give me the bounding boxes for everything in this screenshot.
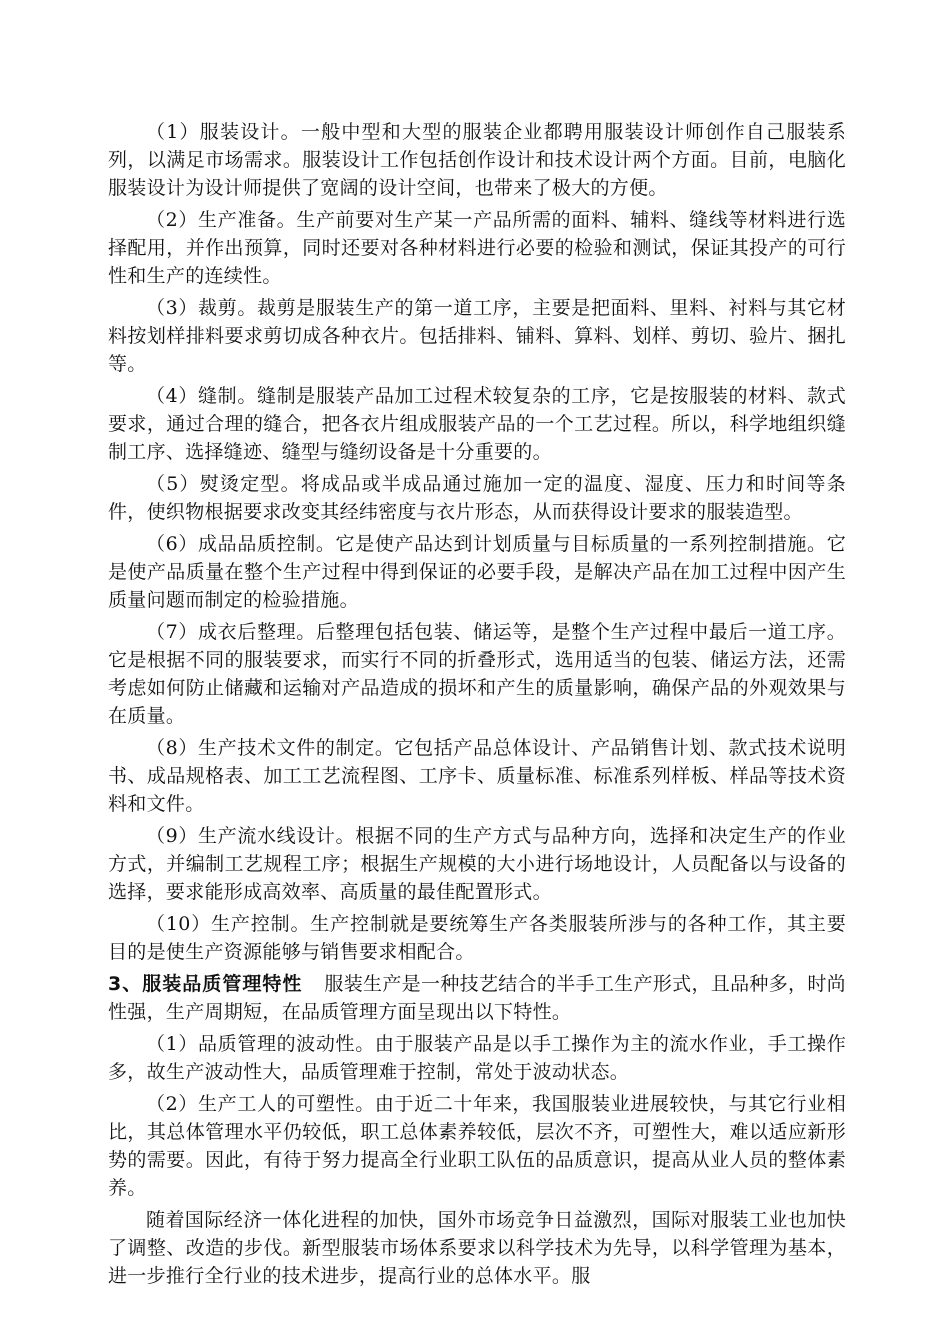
paragraph-quality-fluctuation: （1）品质管理的波动性。由于服装产品是以手工操作为主的流水作业，手工操作多，故生产波动性大，品质管理难于控制，常处于波动状态。 (108, 1033, 846, 1083)
paragraph-production-preparation: （2）生产准备。生产前要对生产某一产品所需的面料、辅料、缝线等材料进行选择配用，并作出预算，同时还要对各种材料进行必要的检验和测试，保证其投产的可行性和生产的连续性。 (108, 209, 846, 287)
section-3-paragraph (108, 970, 846, 1026)
paragraph-cutting: （3）裁剪。裁剪是服装生产的第一道工序，主要是把面料、里料、衬料与其它材料按划样排料要求剪切成各种衣片。包括排料、铺料、算料、划样、剪切、验片、捆扎等。 (108, 297, 846, 375)
paragraph-garment-design: （1）服装设计。一般中型和大型的服装企业都聘用服装设计师创作自己服装系列，以满足市场需求。服装设计工作包括创作设计和技术设计两个方面。目前，电脑化服装设计为设计师提供了宽阔的设计空间，也带来了极大的方便。 (108, 121, 846, 199)
section-3-text: 服装生产是一种技艺结合的半手工生产形式，且品种多，时尚性强，生产周期短，在品质管理方面呈现出以下特性。 (108, 973, 846, 1023)
paragraph-quality-control: （6）成品品质控制。它是使产品达到计划质量与目标质量的一系列控制措施。它是使产品质量在整个生产过程中得到保证的必要手段，是解决产品在加工过程中因产生质量问题而制定的检验措施。 (108, 533, 846, 611)
paragraph-assembly-line-design: （9）生产流水线设计。根据不同的生产方式与品种方向，选择和决定生产的作业方式，并编制工艺规程工序；根据生产规模的大小进行场地设计，人员配备以与设备的选择，要求能形成高效率、高质量的最佳配置形式。 (108, 825, 846, 903)
section-3-heading: 3、服装品质管理特性 (108, 973, 303, 995)
paragraph-ironing: （5）熨烫定型。将成品或半成品通过施加一定的温度、湿度、压力和时间等条件，使织物根据要求改变其经纬密度与衣片形态，从而获得设计要求的服装造型。 (108, 473, 846, 523)
paragraph-sewing: （4）缝制。缝制是服装产品加工过程术较复杂的工序，它是按服装的材料、款式要求，通过合理的缝合，把各衣片组成服装产品的一个工艺过程。所以，科学地组织缝制工序、选择缝迹、缝型与缝纫设备是十分重要的。 (108, 385, 846, 463)
paragraph-worker-plasticity: （2）生产工人的可塑性。由于近二十年来，我国服装业进展较快，与其它行业相比，其总体管理水平仍较低，职工总体素养较低，层次不齐，可塑性大，难以适应新形势的需要。因此，有待于努力提高全行业职工队伍的品质意识，提高从业人员的整体素养。 (108, 1093, 846, 1199)
paragraph-finishing: （7）成衣后整理。后整理包括包装、储运等，是整个生产过程中最后一道工序。它是根据不同的服装要求，而实行不同的折叠形式，选用适当的包装、储运方法，还需考虑如何防止储藏和运输对产品造成的损坏和产生的质量影响，确保产品的外观效果与在质量。 (108, 621, 846, 727)
paragraph-globalization: 随着国际经济一体化进程的加快，国外市场竞争日益激烈，国际对服装工业也加快了调整、改造的步伐。新型服装市场体系要求以科学技术为先导，以科学管理为基本，进一步推行全行业的技术进步，提高行业的总体水平。服 (108, 1209, 846, 1287)
document-page (108, 118, 846, 1294)
paragraph-technical-documents: （8）生产技术文件的制定。它包括产品总体设计、产品销售计划、款式技术说明书、成品规格表、加工工艺流程图、工序卡、质量标准、标准系列样板、样品等技术资料和文件。 (108, 737, 846, 815)
paragraph-production-control: （10）生产控制。生产控制就是要统筹生产各类服装所涉与的各种工作，其主要目的是使生产资源能够与销售要求相配合。 (108, 913, 846, 963)
